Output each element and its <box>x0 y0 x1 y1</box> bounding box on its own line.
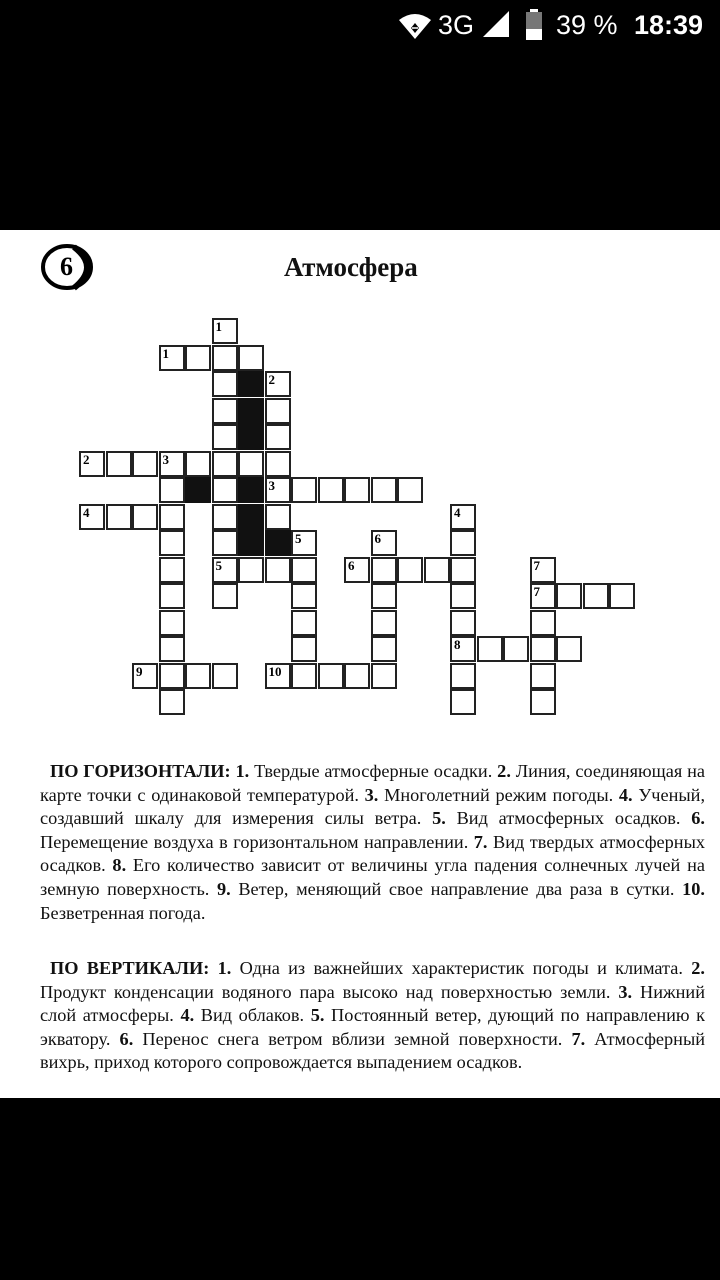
clue-number: 6. <box>119 1028 134 1049</box>
image-viewer[interactable] <box>0 230 720 1098</box>
crossword-cell <box>185 451 211 477</box>
clue-text: Вид атмосферных осадков. <box>456 808 681 829</box>
crossword-cell <box>159 663 185 689</box>
clue-number: 3. <box>618 981 633 1002</box>
crossword-cell <box>265 398 291 424</box>
crossword-clue-number: 3 <box>162 451 169 467</box>
crossword-cell <box>291 530 317 556</box>
crossword-clue-number: 7 <box>533 557 540 573</box>
crossword-cell <box>609 583 635 609</box>
clue-text: Вид облаков. <box>200 1005 305 1026</box>
crossword-cell <box>159 530 185 556</box>
clues-down <box>40 957 705 1075</box>
crossword-cell <box>212 663 238 689</box>
crossword-cell <box>450 504 476 530</box>
crossword-cell <box>212 530 238 556</box>
crossword-cell <box>159 345 185 371</box>
clue-text: Продукт конденсации водяного пара высоко над поверхностью земли. <box>40 981 611 1002</box>
crossword-cell <box>132 504 158 530</box>
wifi-icon <box>398 12 432 40</box>
crossword-clue-number: 3 <box>268 478 275 493</box>
clue-number: 1. <box>235 761 250 781</box>
crossword-black-cell <box>265 530 291 556</box>
battery-icon <box>525 9 543 41</box>
crossword-cell <box>291 610 317 636</box>
crossword-cell <box>291 663 317 689</box>
clue-text: Ветер, меняющий свое направление два раза в сутки. <box>238 878 675 899</box>
clues-across <box>40 760 705 925</box>
crossword-cell <box>530 557 556 583</box>
crossword-cell <box>344 477 370 503</box>
crossword-clue-number: 1 <box>215 319 222 334</box>
crossword-cell <box>212 398 238 424</box>
clue-number: 8. <box>112 855 127 876</box>
crossword-cell <box>159 504 185 530</box>
crossword-cell <box>238 557 264 583</box>
crossword-cell <box>371 530 397 556</box>
crossword-clue-number: 7 <box>533 584 540 599</box>
crossword-cell <box>265 424 291 450</box>
crossword-cell <box>212 504 238 530</box>
crossword-cell <box>397 557 423 583</box>
crossword-cell <box>371 636 397 662</box>
crossword-cell <box>185 663 211 689</box>
clues-across-heading: ПО ГОРИЗОНТАЛИ: <box>50 761 231 781</box>
crossword-cell <box>265 557 291 583</box>
crossword-black-cell <box>185 477 211 503</box>
clue-text: Перенос снега ветром вблизи земной поверхности. <box>142 1028 563 1049</box>
crossword-cell <box>530 610 556 636</box>
clue-number: 9. <box>217 878 231 899</box>
crossword-cell <box>159 477 185 503</box>
crossword-black-cell <box>238 530 264 556</box>
crossword-clue-number: 4 <box>454 504 461 520</box>
crossword-clue-number: 4 <box>83 504 90 520</box>
crossword-clue-number: 8 <box>454 637 461 652</box>
page-title: Атмосфера <box>284 252 418 282</box>
crossword-cell <box>212 477 238 503</box>
clue-number: 5. <box>310 1005 325 1026</box>
clue-text: Линия, соединяющая на карте точки с одинаковой температурой. <box>40 761 706 805</box>
crossword-cell <box>344 557 370 583</box>
crossword-cell <box>106 451 132 477</box>
crossword-cell <box>291 636 317 662</box>
crossword-cell <box>212 345 238 371</box>
crossword-cell <box>79 451 105 477</box>
crossword-cell <box>477 636 503 662</box>
clue-number: 2. <box>497 761 511 781</box>
clue-number: 3. <box>364 784 379 805</box>
clue-number: 4. <box>618 784 633 805</box>
clue-number: 4. <box>180 1005 195 1026</box>
crossword-cell <box>371 663 397 689</box>
clue-number: 7. <box>473 831 488 852</box>
clues-down-heading: ПО ВЕРТИКАЛИ: <box>50 958 210 978</box>
crossword-cell <box>291 583 317 609</box>
crossword-cell <box>371 610 397 636</box>
crossword-cell <box>450 636 476 662</box>
crossword-cell <box>265 371 291 397</box>
crossword-cell <box>212 557 238 583</box>
crossword-cell <box>159 451 185 477</box>
crossword-cell <box>503 636 529 662</box>
crossword-cell <box>371 583 397 609</box>
crossword-cell <box>556 583 582 609</box>
crossword-cell <box>318 477 344 503</box>
crossword-cell <box>265 477 291 503</box>
crossword-cell <box>159 636 185 662</box>
crossword-cell <box>238 345 264 371</box>
clue-text: Безветренная погода. <box>40 902 206 923</box>
crossword-cell <box>212 424 238 450</box>
clue-text: Нижний слой атмосферы. <box>40 981 705 1026</box>
crossword-black-cell <box>238 477 264 503</box>
crossword-cell <box>450 557 476 583</box>
clue-text: Одна из важнейших характеристик погоды и климата. <box>239 958 683 978</box>
network-type: 3G <box>438 10 475 40</box>
clue-text: Многолетний режим погоды. <box>384 784 614 805</box>
crossword-black-cell <box>238 398 264 424</box>
crossword-black-cell <box>238 371 264 397</box>
crossword-cell <box>450 610 476 636</box>
battery-percent: 39 % <box>556 10 618 40</box>
crossword-cell <box>450 583 476 609</box>
clue-text: Перемещение воздуха в горизонтальном направлении. <box>40 831 469 852</box>
crossword-clue-number: 1 <box>162 345 169 361</box>
crossword-cell <box>212 371 238 397</box>
crossword-cell <box>212 451 238 477</box>
crossword-cell <box>159 689 185 715</box>
crossword-cell <box>79 504 105 530</box>
clue-text: Ученый, создавший шкалу для измерения силы ветра. <box>40 784 706 829</box>
clue-text: Атмосферный вихрь, приход которого сопровождается выпадением осадков. <box>40 1028 706 1073</box>
crossword-cell <box>132 451 158 477</box>
crossword-clue-number: 10 <box>268 663 282 679</box>
crossword-cell <box>159 610 185 636</box>
crossword-cell <box>371 477 397 503</box>
crossword-cell <box>291 557 317 583</box>
status-bar <box>0 0 720 52</box>
clues-across-list <box>40 761 705 923</box>
crossword-clue-number: 5 <box>215 557 222 573</box>
worksheet-page <box>0 230 720 1098</box>
crossword-clue-number: 2 <box>268 372 275 387</box>
crossword-clue-number: 5 <box>295 531 302 546</box>
clue-number: 1. <box>217 958 232 978</box>
crossword-cell <box>265 663 291 689</box>
clock: 18:39 <box>634 10 704 40</box>
crossword-clue-number: 6 <box>348 557 355 573</box>
crossword-cell <box>344 663 370 689</box>
crossword-cell <box>450 530 476 556</box>
crossword-cell <box>556 636 582 662</box>
crossword-cell <box>265 451 291 477</box>
crossword-cell <box>530 583 556 609</box>
clue-number: 2. <box>691 958 705 978</box>
crossword-cell <box>212 318 238 344</box>
crossword-cell <box>583 583 609 609</box>
crossword-cell <box>450 663 476 689</box>
clue-text: Постоянный ветер, дующий по направлению к экватору. <box>40 1005 706 1049</box>
crossword-cell <box>530 636 556 662</box>
clue-number: 5. <box>432 808 446 829</box>
crossword-cell <box>371 557 397 583</box>
crossword-cell <box>212 583 238 609</box>
crossword-cell <box>159 583 185 609</box>
crossword-cell <box>397 477 423 503</box>
clue-text: Его количество зависит от величины угла падения солнечных лучей на земную поверхность. <box>40 855 705 899</box>
crossword-cell <box>238 451 264 477</box>
crossword-black-cell <box>238 424 264 450</box>
clue-number: 10. <box>682 878 705 899</box>
crossword-clue-number: 6 <box>374 531 381 546</box>
clue-number: 7. <box>571 1028 586 1049</box>
crossword-clue-number: 9 <box>136 663 143 679</box>
clue-number: 6. <box>691 808 705 829</box>
crossword-cell <box>530 663 556 689</box>
crossword-black-cell <box>238 504 264 530</box>
worksheet-number: 6 <box>60 252 73 281</box>
crossword-cell <box>291 477 317 503</box>
crossword-cell <box>159 557 185 583</box>
crossword-cell <box>185 345 211 371</box>
crossword-clue-number: 2 <box>83 451 90 467</box>
crossword-cell <box>132 663 158 689</box>
crossword-cell <box>450 689 476 715</box>
crossword-cell <box>530 689 556 715</box>
crossword-cell <box>106 504 132 530</box>
signal-icon <box>482 10 510 38</box>
crossword-cell <box>424 557 450 583</box>
clue-text: Твердые атмосферные осадки. <box>254 761 493 781</box>
crossword-cell <box>318 663 344 689</box>
clue-text: Вид твердых атмосферных осадков. <box>40 831 705 876</box>
crossword-cell <box>265 504 291 530</box>
